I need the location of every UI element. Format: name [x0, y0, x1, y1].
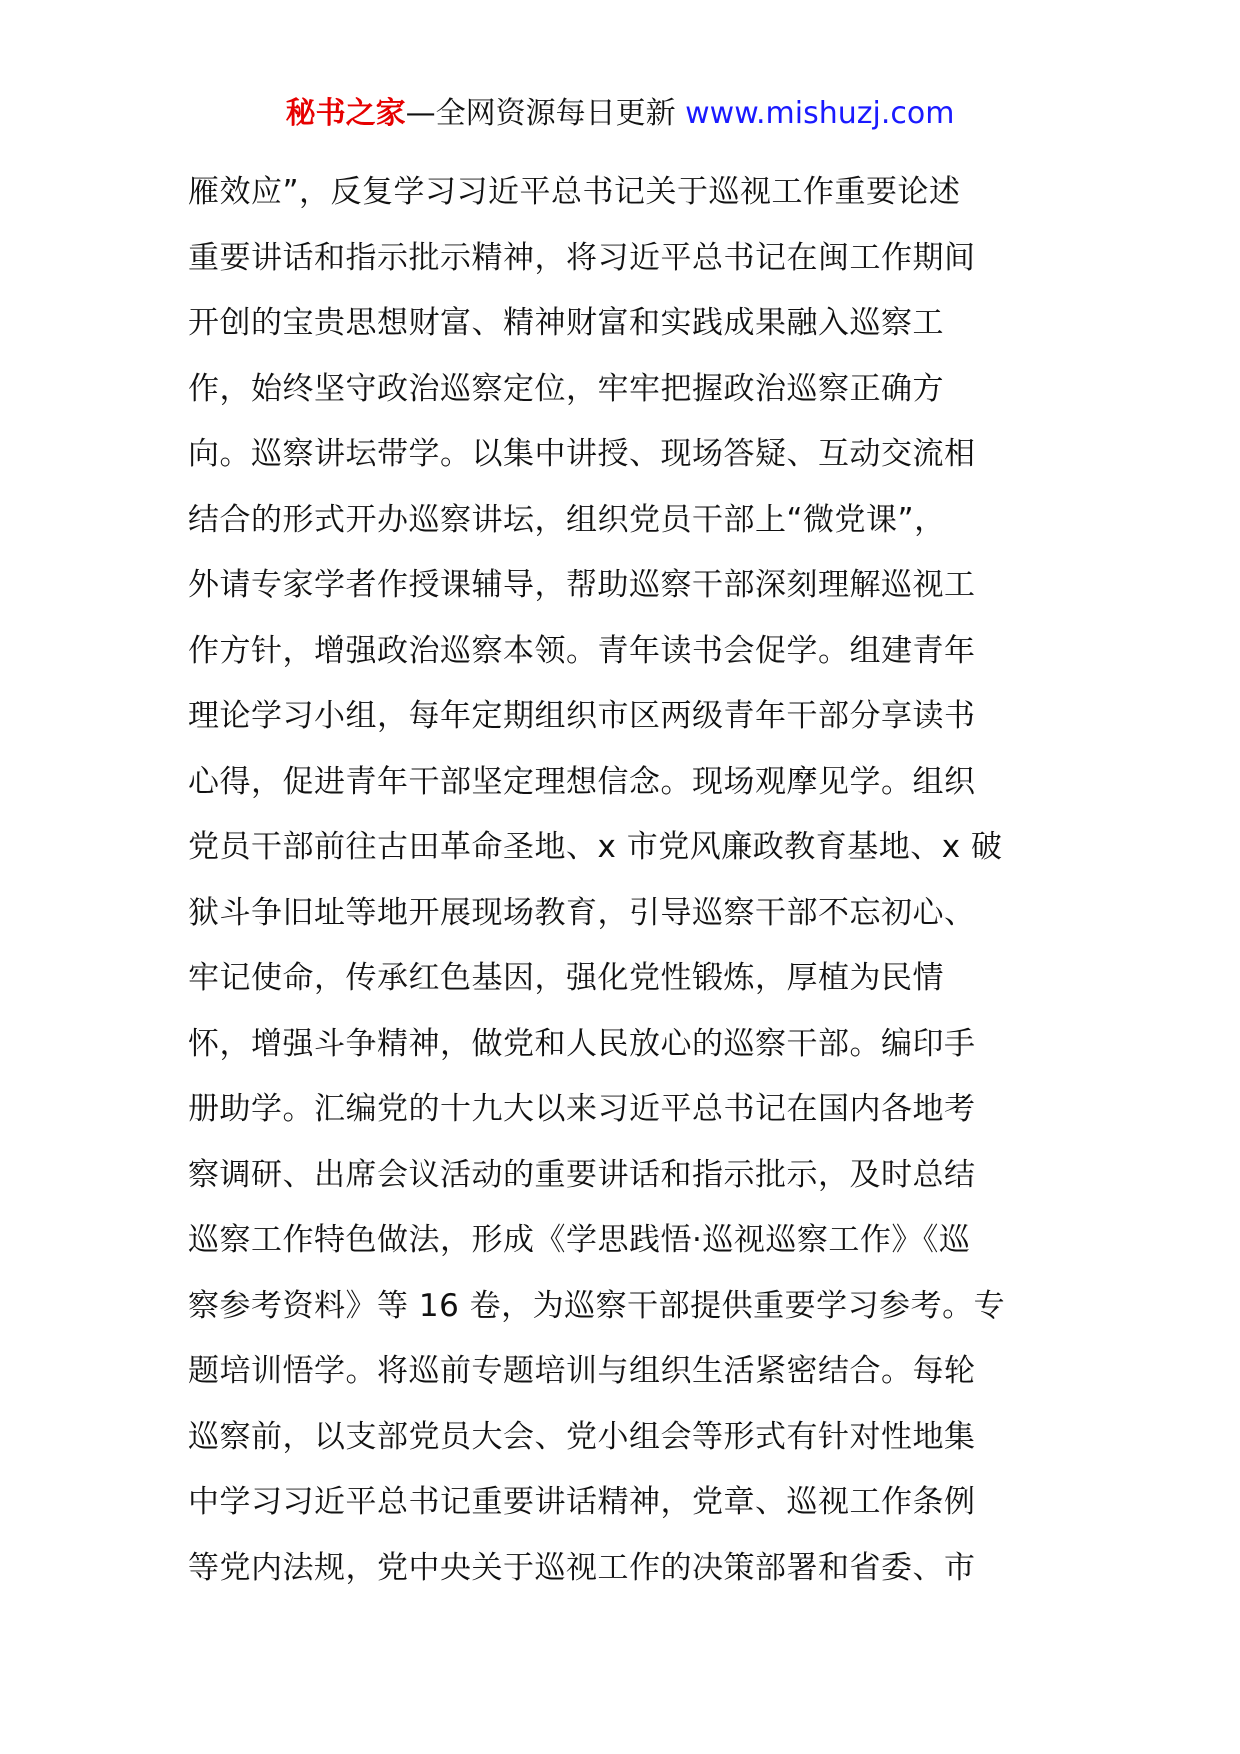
text-line: 雁效应”，反复学习习近平总书记关于巡视工作重要论述	[188, 174, 961, 210]
text-line: 题培训悟学。将巡前专题培训与组织生活紧密结合。每轮	[188, 1353, 976, 1389]
text-line: 巡察前，以支部党员大会、党小组会等形式有针对性地集	[188, 1418, 976, 1455]
text-line: 外请专家学者作授课辅导，帮助巡察干部深刻理解巡视工	[188, 567, 976, 603]
text-line: 作，始终坚守政治巡察定位，牢牢把握政治巡察正确方	[188, 370, 944, 407]
text-line: 心得，促进青年干部坚定理想信念。现场观摩见学。组织	[188, 763, 976, 800]
text-line: 向。巡察讲坛带学。以集中讲授、现场答疑、互动交流相	[188, 436, 976, 472]
document-body	[188, 160, 1068, 1601]
text-line: 狱斗争旧址等地开展现场教育，引导巡察干部不忘初心、	[188, 894, 976, 931]
text-line: 察调研、出席会议活动的重要讲话和指示批示，及时总结	[188, 1156, 976, 1193]
text-line: 开创的宝贵思想财富、精神财富和实践成果融入巡察工	[188, 305, 944, 341]
site-header	[0, 94, 1240, 134]
text-line: 中学习习近平总书记重要讲话精神，党章、巡视工作条例	[188, 1484, 976, 1520]
text-line: 重要讲话和指示批示精神，将习近平总书记在闽工作期间	[188, 239, 976, 276]
text-line: 牢记使命，传承红色基因，强化党性锻炼，厚植为民情	[188, 960, 944, 996]
text-line: 理论学习小组，每年定期组织市区两级青年干部分享读书	[188, 698, 976, 734]
text-line: 等党内法规，党中央关于巡视工作的决策部署和省委、市	[188, 1549, 976, 1586]
header-tagline: —全网资源每日更新	[405, 96, 676, 131]
text-line: 结合的形式开办巡察讲坛，组织党员干部上“微党课”，	[188, 501, 946, 538]
text-line: 作方针，增强政治巡察本领。青年读书会促学。组建青年	[188, 632, 976, 669]
text-line: 怀，增强斗争精神，做党和人民放心的巡察干部。编印手	[188, 1025, 976, 1062]
brand-name: 秘书之家	[285, 96, 406, 131]
text-line: 党员干部前往古田革命圣地、x 市党风廉政教育基地、x 破	[188, 829, 1003, 865]
text-line: 巡察工作特色做法，形成《学思践悟·巡视巡察工作》《巡	[188, 1222, 971, 1258]
site-url-link[interactable]: www.mishuzj.com	[685, 96, 955, 131]
text-line: 册助学。汇编党的十九大以来习近平总书记在国内各地考	[188, 1091, 976, 1127]
text-line: 察参考资料》等 16 卷，为巡察干部提供重要学习参考。专	[188, 1287, 1006, 1324]
